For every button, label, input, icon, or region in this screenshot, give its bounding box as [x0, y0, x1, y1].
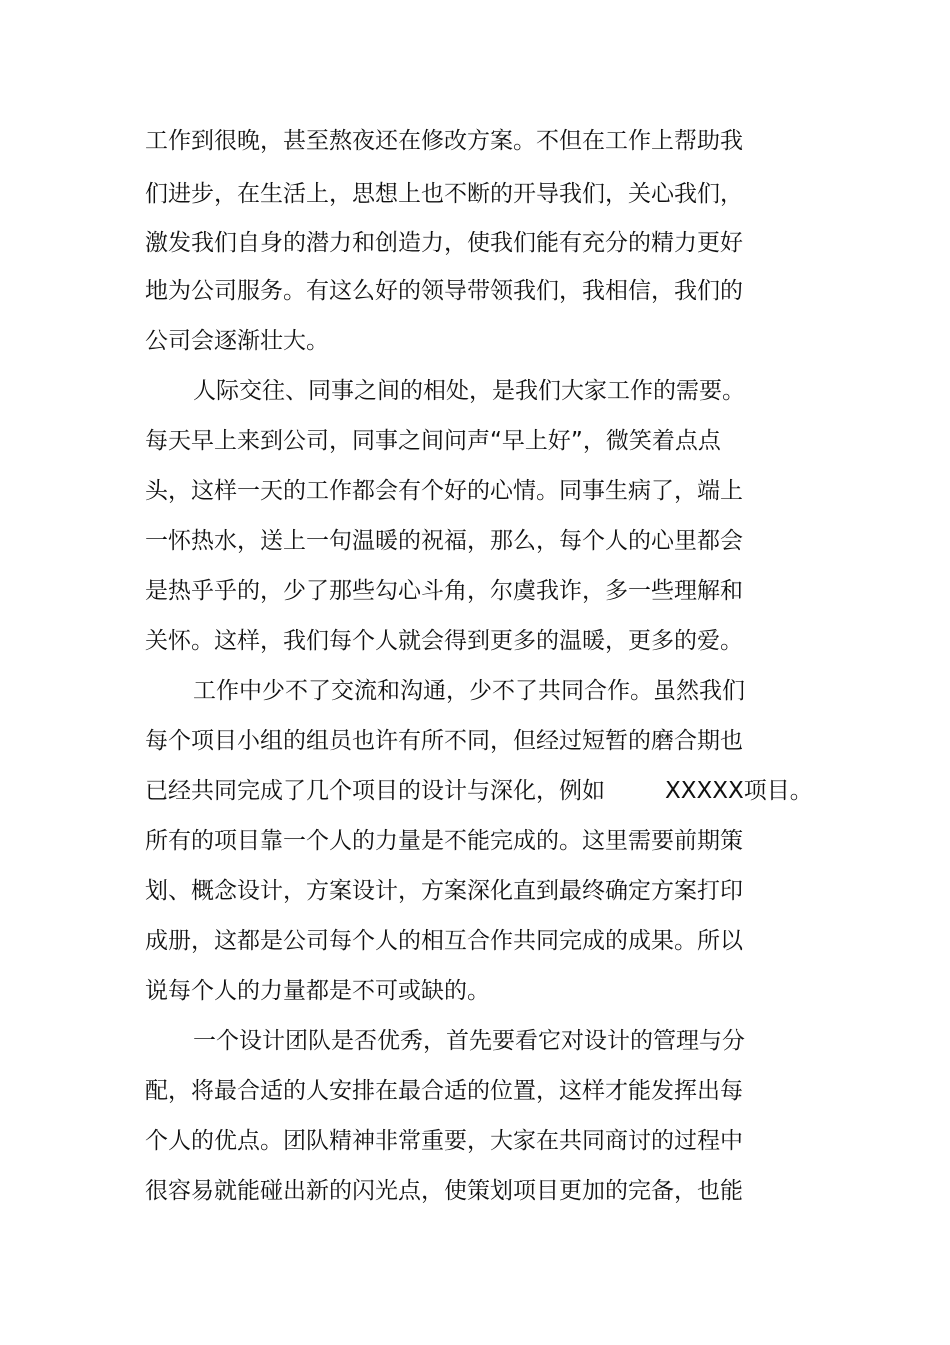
text-line: 说每个人的力量都是不可或缺的。	[145, 978, 490, 1004]
project-name: XXXXX项目。	[665, 778, 813, 804]
text-line: 是热乎乎的，少了那些勾心斗角，尔虞我诈，多一些理解和	[145, 578, 743, 604]
text-line: 关怀。这样，我们每个人就会得到更多的温暖，更多的爱。	[145, 628, 743, 654]
text-line: 成册，这都是公司每个人的相互合作共同完成的成果。所以	[145, 928, 743, 954]
text-line: 划、概念设计，方案设计，方案深化直到最终确定方案打印	[145, 878, 743, 904]
text-line: 配，将最合适的人安排在最合适的位置，这样才能发挥出每	[145, 1078, 743, 1104]
text-line: 个人的优点。团队精神非常重要，大家在共同商讨的过程中	[145, 1128, 743, 1154]
text-segment: 已经共同完成了几个项目的设计与深化，例如	[145, 778, 605, 804]
text-line: 头，这样一天的工作都会有个好的心情。同事生病了，端上	[145, 478, 743, 504]
text-line: 们进步，在生活上，思想上也不断的开导我们，关心我们，	[145, 181, 743, 207]
text-line: 很容易就能碰出新的闪光点，使策划项目更加的完备，也能	[145, 1178, 743, 1204]
text-line: 所有的项目靠一个人的力量是不能完成的。这里需要前期策	[145, 828, 743, 854]
text-line: 每天早上来到公司，同事之间问声“早上好”，微笑着点点	[145, 428, 721, 454]
text-line: 每个项目小组的组员也许有所不同，但经过短暂的磨合期也	[145, 728, 743, 754]
paragraph-first-line: 一个设计团队是否优秀，首先要看它对设计的管理与分	[193, 1028, 745, 1054]
paragraph-first-line: 工作中少不了交流和沟通，少不了共同合作。虽然我们	[193, 678, 745, 704]
text-line: 一怀热水，送上一句温暖的祝福，那么，每个人的心里都会	[145, 528, 743, 554]
paragraph-first-line: 人际交往、同事之间的相处，是我们大家工作的需要。	[193, 378, 745, 404]
text-line: 工作到很晚，甚至熬夜还在修改方案。不但在工作上帮助我	[145, 128, 743, 154]
text-line-with-gap	[145, 776, 813, 806]
text-line: 公司会逐渐壮大。	[145, 328, 329, 354]
text-line: 激发我们自身的潜力和创造力，使我们能有充分的精力更好	[145, 230, 743, 256]
text-line: 地为公司服务。有这么好的领导带领我们，我相信，我们的	[145, 278, 743, 304]
